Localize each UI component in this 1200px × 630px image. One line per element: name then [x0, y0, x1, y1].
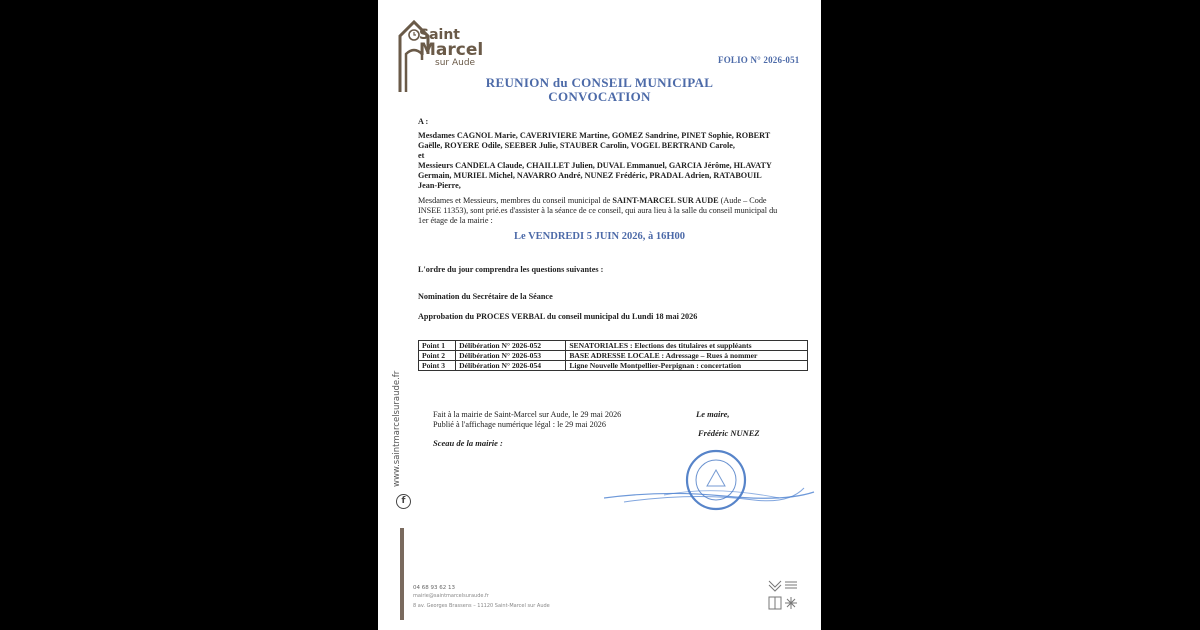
logo-line-2: Marcel [419, 40, 484, 60]
website-url-vertical: www.saintmarcelsuraude.fr [392, 370, 402, 487]
town-name: SAINT-MARCEL SUR AUDE [612, 196, 719, 205]
point-subject: SENATORIALES : Elections des titulaires et suppléants [566, 341, 808, 351]
decorative-side-bar [400, 528, 404, 620]
table-row [419, 341, 808, 351]
mesdames-line-2: Gaëlle, ROYERE Odile, SEEBER Julie, STAUBER Carolin, VOGEL BERTRAND Carole, [418, 141, 735, 150]
intro-line-3: 1er étage de la mairie : [418, 216, 493, 225]
point-deliberation: Délibération N° 2026-052 [456, 341, 566, 351]
point-deliberation: Délibération N° 2026-054 [456, 361, 566, 371]
intro-line-1 [418, 196, 813, 206]
intro-paragraph [418, 196, 813, 226]
document-title: REUNION du CONSEIL MUNICIPAL [485, 75, 714, 90]
meeting-date: Le VENDREDI 5 JUIN 2026, à 16H00 [513, 231, 686, 242]
footer-email: mairie@saintmarcelsuraude.fr [413, 593, 489, 599]
point-label: Point 3 [419, 361, 456, 371]
footer-phone: 04 68 93 62 13 [413, 585, 455, 591]
agenda-item-secretary: Nomination du Secrétaire de la Séance [418, 292, 553, 301]
publie-date: Publié à l'affichage numérique légal : le 29 mai 2026 [433, 420, 606, 429]
fait-a-la-mairie: Fait à la mairie de Saint-Marcel sur Aude, le 29 mai 2026 [433, 410, 622, 419]
messieurs-line-2: Germain, MURIEL Michel, NAVARRO André, NUNEZ Frédéric, PRADAL Adrien, RATABOUIL [418, 171, 762, 180]
messieurs-line-1: Messieurs CANDELA Claude, CHAILLET Julien, DUVAL Emmanuel, GARCIA Jérôme, HLAVATY [418, 161, 772, 170]
mesdames-line-1: Mesdames CAGNOL Marie, CAVERIVIERE Martine, GOMEZ Sandrine, PINET Sophie, ROBERT [418, 131, 771, 140]
footer-address: 8 av. Georges Brassens – 11120 Saint-Marcel sur Aude [413, 603, 550, 609]
convocation-document [378, 0, 821, 630]
facebook-icon: f [396, 494, 411, 509]
intro-text-a: Mesdames et Messieurs, membres du conseil municipal de [418, 196, 613, 205]
intro-line-2: INSEE 11353), sont prié.es d'assister à la séance de ce conseil, qui aura lieu à la salle du conseil municipal du [418, 206, 778, 215]
logo-line-1: Saint [419, 27, 460, 43]
mayor-title: Le maire, [696, 409, 730, 419]
table-row [419, 351, 808, 361]
recipients-et: et [418, 151, 425, 160]
logo-wordmark [419, 28, 483, 69]
document-subtitle: CONVOCATION [548, 89, 651, 104]
recipients-label: A : [418, 117, 429, 126]
recipients-list [418, 131, 813, 191]
mayor-name: Frédéric NUNEZ [698, 428, 760, 438]
agenda-points-table [418, 340, 808, 371]
logo-line-3: sur Aude [435, 58, 476, 68]
point-label: Point 2 [419, 351, 456, 361]
table-row [419, 361, 808, 371]
point-deliberation: Délibération N° 2026-053 [456, 351, 566, 361]
seal-label: Sceau de la mairie : [433, 438, 503, 448]
agenda-item-pv: Approbation du PROCES VERBAL du conseil municipal du Lundi 18 mai 2026 [418, 312, 698, 321]
heraldic-emblems-icon [766, 578, 800, 612]
folio-number: FOLIO N° 2026-051 [718, 55, 800, 65]
point-subject: BASE ADRESSE LOCALE : Adressage – Rues à nommer [566, 351, 808, 361]
agenda-intro: L'ordre du jour comprendra les questions suivantes : [418, 265, 604, 274]
point-label: Point 1 [419, 341, 456, 351]
intro-text-c: (Aude – Code [718, 196, 767, 205]
mayor-seal-icon [604, 440, 821, 520]
point-subject: Ligne Nouvelle Montpellier-Perpignan : concertation [566, 361, 808, 371]
messieurs-line-3: Jean-Pierre, [418, 181, 461, 190]
